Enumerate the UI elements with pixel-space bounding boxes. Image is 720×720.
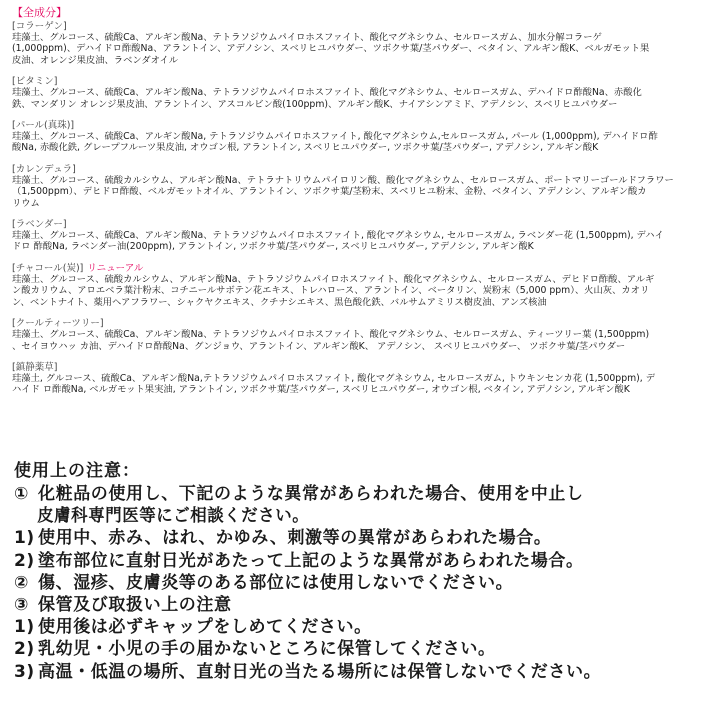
section-heading [12,120,710,131]
note-text: 使用中、赤み、はれ、かゆみ、刺激等の異常があらわれた場合。 [38,528,552,549]
section-heading [12,21,710,32]
note-marker: ③ [14,595,29,616]
section-heading [12,219,710,230]
section-name: [ビタミン] [12,76,58,88]
ingredient-line: 珪藻土、グルコース、硫酸Ca、アルギン酸Na、テトラソジウムパイロホスファイト、酸化マグネシウム、セルロースガム、ティーツリー葉 (1,500ppm) [12,329,650,341]
section-heading [12,263,710,274]
note-line [14,594,714,616]
note-marker: 1) [14,528,35,549]
note-line [14,616,714,638]
section-heading [12,362,710,373]
note-text: 化粧品の使用し、下記のような異常があらわれた場合、使用を中止し [38,484,584,504]
section-text [12,274,710,308]
ingredient-line: ドロ 酢酸Na, ラベンダー油(200ppm), アラントイン, ツボクサ葉/茎パウダー, スベリヒユパウダー, アデノシン, アルギン酸K [12,241,534,253]
section-name: [クールティーツリー] [12,318,104,330]
section-name: [コラーゲン] [12,21,67,32]
section-text [12,329,710,352]
ingredients-title: 【全成分】 [12,6,67,19]
section-heading [12,76,710,87]
ingredient-line: リウム [12,197,40,209]
ingredient-line: 酸Na, 赤酸化鉄, グレープフルーツ果皮油, オウゴン根, アラントイン, スベリヒユパウダー, ツボクサ葉/茎パウダー, アデノシン, アルギン酸K [12,142,599,154]
section-text [12,87,710,110]
ingredient-section [12,219,710,253]
ingredient-section [12,76,710,110]
note-line [14,661,714,683]
section-text [12,230,710,253]
note-line [14,483,714,505]
ingredient-line: 珪藻土、グルコース、硫酸Ca、アルギン酸Na, テトラソジウムパイロホスファイト, 酸化マグネシウム,セルロースガム, パール (1,000ppm), デハイドロ酢 [12,131,658,143]
notes-title: 使用上の注意： [14,461,140,481]
usage-notes [14,459,714,683]
section-name: [パール(真珠)] [12,120,75,132]
note-line [14,527,714,549]
section-heading [12,318,710,329]
ingredient-line: (1,000ppm)、デハイドロ酢酸Na、アラントイン、アデノシン、スベリヒユパウダー、ツボクサ葉/茎パウダー、ベタイン、アルギン酸K、ベルガモット果 [12,43,650,55]
note-text: 傷、湿疹、皮膚炎等のある部位には使用しないでください。 [38,572,514,593]
ingredient-section [12,362,710,396]
note-text: 保管及び取扱い上の注意 [38,595,232,616]
ingredient-line: 、セイヨウハッ カ油、デハイドロ酢酸Na、グンジョウ、アラントイン、アルギン酸K、 アデノシン、 スベリヒユパウダー、 ツボクサ葉/茎パウダー [12,340,626,352]
note-line [14,638,714,660]
ingredient-section [12,164,710,209]
ingredient-line: 皮油、オレンジ果皮油、ラベンダオイル [12,54,179,66]
note-marker: 2) [14,639,35,660]
ingredient-line: 鉄、マンダリン オレンジ果皮油、アラントイン、アスコルビン酸(100ppm)、アルギン酸K、ナイアシンアミド、アデノシン、スベリヒユパウダー [12,98,618,110]
ingredient-line: 珪藻土, グルコース、硫酸Ca、アルギン酸Na,テトラソジウムパイロホスファイト, 酸化マグネシウム, セルロースガム, トウキンセンカ花 (1,500ppm), デ [12,372,656,384]
ingredient-section [12,21,710,66]
ingredient-section [12,263,710,308]
note-line [14,505,690,527]
section-text [12,175,710,209]
ingredient-line: 珪藻土、グルコース、硫酸Ca、アルギン酸Na、テトラソジウムパイロホスファイト、酸化マグネシウム、セルロースガム、デハイドロ酢酸Na、赤酸化 [12,87,642,99]
renewal-label: リニューアル [87,262,144,274]
ingredient-line: 珪藻土、グルコース、硫酸カルシウム、アルギン酸Na、テトラナトリウムパイロリン酸、酸化マグネシウム、セルロースガム、ポートマリーゴールドフラワー [12,174,674,186]
section-name: [鎮静薬草] [12,361,58,373]
note-marker: 1) [14,617,35,638]
note-marker: ② [14,572,29,593]
note-line [14,572,714,594]
ingredient-line: 珪藻土、グルコース、硫酸Ca、アルギン酸Na、テトラソジウムパイロホスファイト, 酸化マグネシウム, セルロースガム, ラベンダー花 (1,500ppm), デハイ [12,230,664,242]
section-name: [カレンデュラ] [12,163,76,175]
ingredient-line: 珪藻土、グルコース、硫酸Ca、アルギン酸Na、テトラソジウムパイロホスファイト、酸化マグネシウム、セルロースガム、加水分解コラーゲ [12,32,602,43]
note-text: 使用後は必ずキャップをしめてください。 [38,617,372,638]
ingredient-line: 珪藻土、グルコース、硫酸カルシウム、アルギン酸Na、テトラソジウムパイロホスファイト、酸化マグネシウム、セルロースガム、デヒドロ酢酸、アルギ [12,273,655,285]
ingredient-section [12,318,710,352]
ingredient-line: （1,500ppm）、デヒドロ酢酸、ベルガモットオイル、アラントイン、ツボクサ葉/茎粉末、スベリヒユ粉末、金粉、ベタイン、アデノシン、アルギン酸カ [12,186,647,198]
ingredient-section [12,120,710,154]
note-marker: ① [14,484,29,504]
note-text: 乳幼児・小児の手の届かないところに保管してください。 [38,639,496,660]
section-text [12,32,710,66]
section-heading [12,164,710,175]
note-text: 塗布部位に直射日光があたって上記のような異常があらわれた場合。 [38,550,584,571]
section-name: [チャコール(炭)] [12,262,84,274]
ingredient-line: ン、ベントナイト、薬用ヘアフラワー、シャクヤクエキス、クチナシエキス、黒色酸化鉄、バルサムアミリス樹皮油、アンズ核油 [12,296,547,308]
ingredient-line: ン酸カリウム、アロエベラ葉汁粉末、コチニールサボテン花エキス、トレハロース、アラントイン、ベータリン、炭粉末（5,000 ppm）、火山灰、カオリ [12,285,650,297]
ingredient-sections [12,21,710,396]
note-line [14,550,714,572]
note-text: 皮膚科専門医等にご相談ください。 [37,506,310,527]
section-name: [ラベンダー] [12,219,67,231]
ingredient-line: ハイド ロ酢酸Na, ベルガモット果実油, アラントイン, ツボクサ葉/茎パウダー, スベリヒユパウダー, オウゴン根, ベタイン, アデノシン, アルギン酸K [12,384,630,396]
note-marker: 3) [14,661,35,682]
section-text [12,373,710,396]
note-marker: 2) [14,550,35,571]
note-text: 高温・低温の場所、直射日光の当たる場所には保管しないでください。 [38,661,602,682]
section-text [12,131,710,154]
